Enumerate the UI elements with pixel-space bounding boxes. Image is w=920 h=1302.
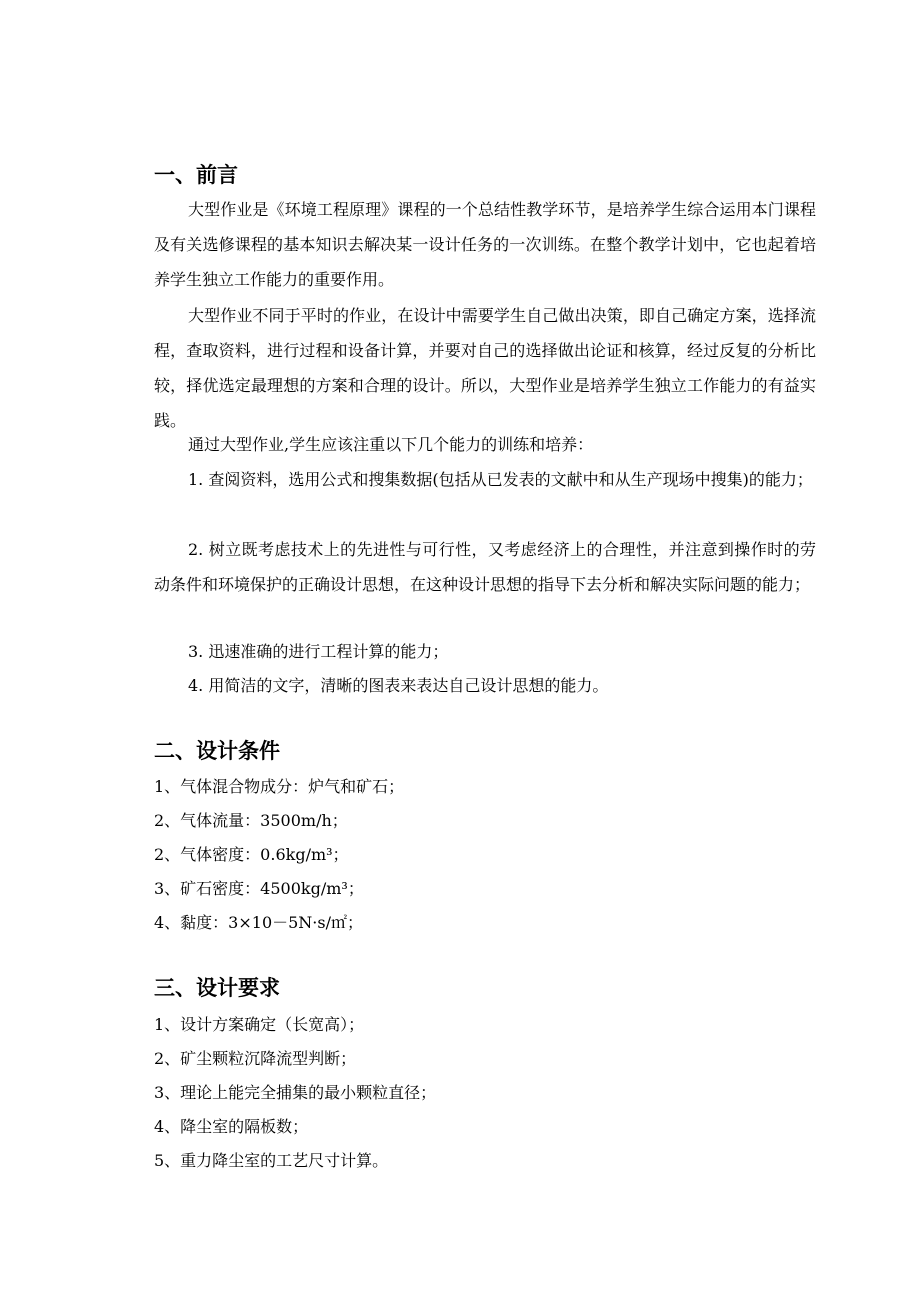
condition-item-3: 2、气体密度：0.6kg/m³； <box>154 845 349 864</box>
condition-item-2: 2、气体流量：3500m/h； <box>154 811 348 830</box>
section-heading-conditions: 二、设计条件 <box>154 739 280 763</box>
preface-paragraph-3: 通过大型作业,学生应该注重以下几个能力的训练和培养： <box>188 435 594 454</box>
requirement-item-4: 4、降尘室的隔板数； <box>154 1117 309 1136</box>
condition-item-4: 3、矿石密度：4500kg/m³； <box>154 879 364 898</box>
preface-ability-1: 1. 查阅资料，选用公式和搜集数据(包括从已发表的文献中和从生产现场中搜集)的能力； <box>188 470 813 489</box>
preface-ability-4: 4. 用简洁的文字，清晰的图表来表达自己设计思想的能力。 <box>188 676 609 695</box>
preface-ability-3: 3. 迅速准确的进行工程计算的能力； <box>188 642 449 661</box>
requirement-item-2: 2、矿尘颗粒沉降流型判断； <box>154 1049 357 1068</box>
requirement-item-3: 3、理论上能完全捕集的最小颗粒直径； <box>154 1083 437 1102</box>
condition-item-1: 1、气体混合物成分：炉气和矿石； <box>154 777 405 796</box>
preface-paragraph-1: 大型作业是《环境工程原理》课程的一个总结性教学环节，是培养学生综合运用本门课程及有关选修课程的基本知识去解决某一设计任务的一次训练。在整个教学计划中，它也起着培养学生独立工作能力的重要作用。 <box>154 200 816 289</box>
preface-ability-2: 2. 树立既考虑技术上的先进性与可行性，又考虑经济上的合理性，并注意到操作时的劳动条件和环境保护的正确设计思想，在这种设计思想的指导下去分析和解决实际问题的能力； <box>154 540 816 594</box>
preface-paragraph-2: 大型作业不同于平时的作业，在设计中需要学生自己做出决策，即自己确定方案，选择流程，查取资料，进行过程和设备计算，并要对自己的选择做出论证和核算，经过反复的分析比较，择优选定最理想的方案和合理的设计。所以，大型作业是培养学生独立工作能力的有益实践。 <box>154 306 816 430</box>
requirement-item-5: 5、重力降尘室的工艺尺寸计算。 <box>154 1151 389 1170</box>
section-heading-requirements: 三、设计要求 <box>154 976 280 1000</box>
requirement-item-1: 1、设计方案确定（长宽高）； <box>154 1015 365 1034</box>
condition-item-5: 4、黏度：3×10－5N·s/㎡； <box>154 913 363 932</box>
section-heading-preface: 一、前言 <box>154 163 238 187</box>
